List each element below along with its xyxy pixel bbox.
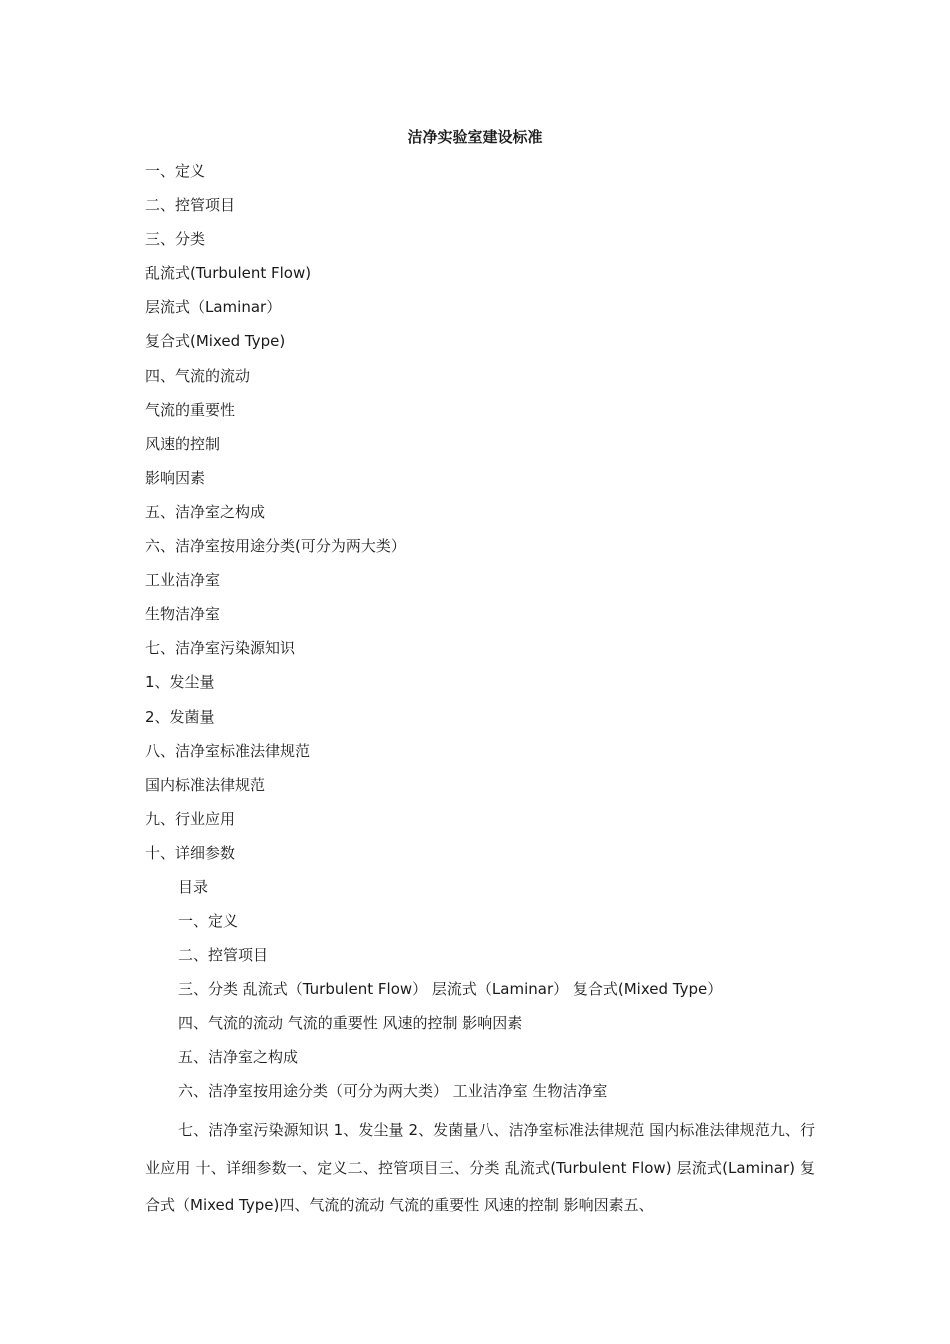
- outline-item: 三、分类: [145, 230, 206, 249]
- outline-item: 工业洁净室: [145, 571, 221, 590]
- outline-item: 九、行业应用: [145, 809, 236, 828]
- toc-item: 三、分类 乱流式（Turbulent Flow） 层流式（Laminar） 复合式(Mixed Type）: [178, 980, 723, 998]
- outline-item: 四、气流的流动: [145, 366, 251, 385]
- outline-item: 生物洁净室: [145, 605, 221, 624]
- outline-item: 八、洁净室标准法律规范: [145, 741, 311, 760]
- toc-item: 五、洁净室之构成: [178, 1048, 299, 1066]
- outline-item: 复合式(Mixed Type): [145, 332, 286, 351]
- outline-item: 十、详细参数: [145, 843, 236, 862]
- outline-item: 七、洁净室污染源知识: [145, 639, 296, 658]
- outline-item: 乱流式(Turbulent Flow): [145, 264, 312, 283]
- toc-item: 二、控管项目: [178, 946, 269, 964]
- toc-item: 一、定义: [178, 912, 239, 930]
- outline-item: 2、发菌量: [145, 707, 215, 726]
- outline-item: 气流的重要性: [145, 400, 236, 419]
- table-of-contents: [145, 876, 815, 1114]
- outline-list: [145, 160, 406, 876]
- outline-item: 层流式（Laminar）: [145, 298, 282, 317]
- outline-item: 一、定义: [145, 162, 206, 180]
- outline-item: 风速的控制: [145, 434, 221, 453]
- outline-item: 1、发尘量: [145, 673, 215, 692]
- toc-heading: 目录: [178, 878, 209, 896]
- document-title: 洁净实验室建设标准: [407, 128, 543, 146]
- outline-item: 国内标准法律规范: [145, 775, 266, 794]
- toc-item: 六、洁净室按用途分类（可分为两大类） 工业洁净室 生物洁净室: [178, 1082, 608, 1100]
- toc-item: 四、气流的流动 气流的重要性 风速的控制 影响因素: [178, 1014, 523, 1032]
- toc-paragraph: 七、洁净室污染源知识 1、发尘量 2、发菌量八、洁净室标准法律规范 国内标准法律规范九、行业应用 十、详细参数一、定义二、控管项目三、分类 乱流式(Turbulent Flow) 层流式(Laminar) 复合式（Mixed Type)四、气流的流动 气流的重要性 风速的控制 影响因素五、: [145, 1121, 815, 1214]
- outline-item: 二、控管项目: [145, 196, 236, 215]
- outline-item: 五、洁净室之构成: [145, 502, 266, 521]
- outline-item: 六、洁净室按用途分类(可分为两大类）: [145, 537, 406, 556]
- outline-item: 影响因素: [145, 468, 206, 487]
